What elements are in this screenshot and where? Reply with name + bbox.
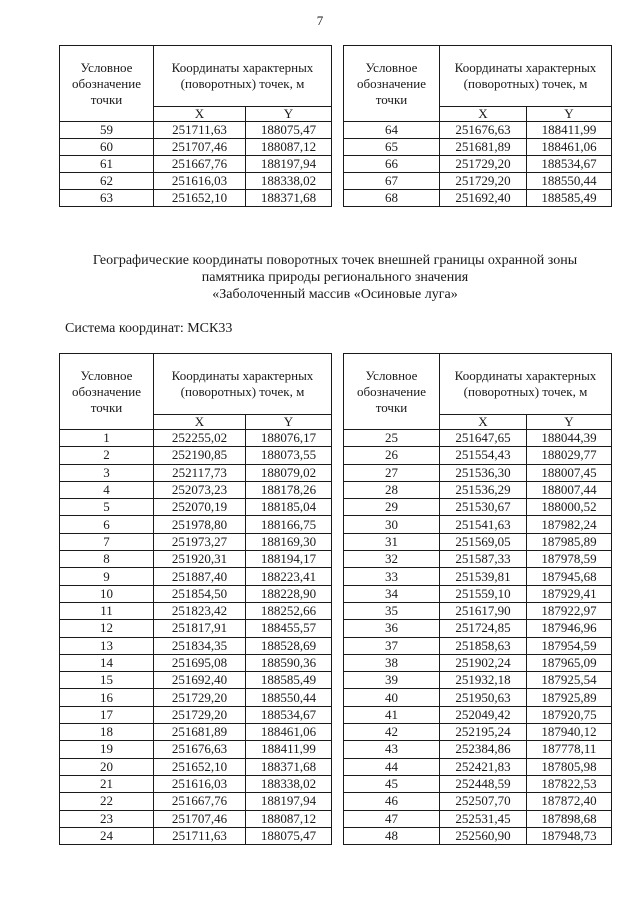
cell-y: 188534,67	[527, 156, 612, 173]
cell-point-id: 3	[60, 464, 154, 481]
table-row	[60, 706, 332, 723]
table-row	[344, 156, 612, 173]
table-row	[344, 620, 612, 637]
cell-point-id: 45	[344, 775, 440, 792]
table-row	[60, 551, 332, 568]
table-row	[60, 724, 332, 741]
cell-y: 188197,94	[246, 793, 332, 810]
header-x: X	[440, 415, 527, 430]
cell-y: 188371,68	[246, 758, 332, 775]
table-row	[344, 464, 612, 481]
cell-point-id: 46	[344, 793, 440, 810]
cell-y: 187925,89	[527, 689, 612, 706]
header-x: X	[154, 415, 246, 430]
table-row	[344, 741, 612, 758]
table-row	[60, 533, 332, 550]
cell-x: 251539,81	[440, 568, 527, 585]
cell-x: 251617,90	[440, 602, 527, 619]
table-row	[60, 173, 332, 190]
cell-point-id: 25	[344, 430, 440, 447]
table-row	[344, 122, 612, 139]
cell-point-id: 60	[60, 139, 154, 156]
cell-x: 251587,33	[440, 551, 527, 568]
table-row	[344, 585, 612, 602]
coordinates-table-top-right	[343, 45, 612, 207]
header-y: Y	[527, 415, 612, 430]
cell-point-id: 41	[344, 706, 440, 723]
cell-x: 252117,73	[154, 464, 246, 481]
cell-x: 251681,89	[154, 724, 246, 741]
cell-x: 251902,24	[440, 654, 527, 671]
cell-y: 187872,40	[527, 793, 612, 810]
table-row	[60, 620, 332, 637]
table-row	[60, 827, 332, 844]
cell-y: 187946,96	[527, 620, 612, 637]
cell-y: 188455,57	[246, 620, 332, 637]
cell-point-id: 16	[60, 689, 154, 706]
table-row	[60, 190, 332, 207]
cell-x: 252448,59	[440, 775, 527, 792]
coordinates-table-bottom-right	[343, 353, 612, 845]
table-row	[344, 706, 612, 723]
table-row	[60, 464, 332, 481]
section-title-line-1: Географические координаты поворотных точек внешней границы охранной зоны	[92, 253, 578, 268]
cell-y: 188228,90	[246, 585, 332, 602]
cell-point-id: 30	[344, 516, 440, 533]
cell-point-id: 59	[60, 122, 154, 139]
table-row	[60, 447, 332, 464]
table-row	[60, 654, 332, 671]
cell-x: 251920,31	[154, 551, 246, 568]
header-point-label: Условное обозначение точки	[344, 354, 440, 430]
header-coords-label: Координаты характерных (поворотных) точек, м	[154, 46, 332, 107]
cell-point-id: 47	[344, 810, 440, 827]
coordinates-table-top-left	[59, 45, 332, 207]
header-coords-label: Координаты характерных (поворотных) точек, м	[440, 46, 612, 107]
cell-y: 188178,26	[246, 481, 332, 498]
table-row	[60, 775, 332, 792]
cell-y: 188411,99	[527, 122, 612, 139]
cell-x: 252560,90	[440, 827, 527, 844]
table-row	[344, 481, 612, 498]
cell-point-id: 1	[60, 430, 154, 447]
table-row	[60, 637, 332, 654]
cell-x: 251647,65	[440, 430, 527, 447]
table-row	[344, 447, 612, 464]
cell-y: 188073,55	[246, 447, 332, 464]
cell-y: 187898,68	[527, 810, 612, 827]
table-row	[344, 793, 612, 810]
cell-y: 188000,52	[527, 499, 612, 516]
cell-x: 251858,63	[440, 637, 527, 654]
cell-point-id: 24	[60, 827, 154, 844]
table-row	[344, 602, 612, 619]
cell-x: 251978,80	[154, 516, 246, 533]
cell-point-id: 15	[60, 672, 154, 689]
cell-point-id: 36	[344, 620, 440, 637]
cell-x: 251887,40	[154, 568, 246, 585]
header-point-label: Условное обозначение точки	[60, 46, 154, 122]
header-coords-label: Координаты характерных (поворотных) точек, м	[154, 354, 332, 415]
cell-y: 188075,47	[246, 827, 332, 844]
cell-y: 188534,67	[246, 706, 332, 723]
cell-point-id: 26	[344, 447, 440, 464]
table-row	[344, 190, 612, 207]
cell-x: 251729,20	[154, 689, 246, 706]
cell-y: 187948,73	[527, 827, 612, 844]
cell-y: 187922,97	[527, 602, 612, 619]
cell-x: 251711,63	[154, 122, 246, 139]
cell-x: 251707,46	[154, 810, 246, 827]
cell-y: 188338,02	[246, 775, 332, 792]
cell-point-id: 6	[60, 516, 154, 533]
cell-y: 187945,68	[527, 568, 612, 585]
cell-x: 251536,30	[440, 464, 527, 481]
cell-point-id: 12	[60, 620, 154, 637]
cell-point-id: 34	[344, 585, 440, 602]
cell-y: 187920,75	[527, 706, 612, 723]
header-x: X	[440, 107, 527, 122]
section-title-line-3: «Заболоченный массив «Осиновые луга»	[212, 287, 458, 302]
table-row	[344, 568, 612, 585]
cell-y: 188076,17	[246, 430, 332, 447]
table-row	[344, 758, 612, 775]
cell-x: 251652,10	[154, 758, 246, 775]
cell-x: 252531,45	[440, 810, 527, 827]
cell-point-id: 42	[344, 724, 440, 741]
cell-x: 251681,89	[440, 139, 527, 156]
cell-y: 188461,06	[527, 139, 612, 156]
cell-y: 188007,44	[527, 481, 612, 498]
table-row	[60, 602, 332, 619]
cell-point-id: 27	[344, 464, 440, 481]
cell-y: 188087,12	[246, 810, 332, 827]
cell-y: 188197,94	[246, 156, 332, 173]
cell-x: 251695,08	[154, 654, 246, 671]
table-row	[60, 741, 332, 758]
cell-point-id: 64	[344, 122, 440, 139]
table-row	[344, 499, 612, 516]
table-row	[60, 430, 332, 447]
cell-point-id: 65	[344, 139, 440, 156]
page-number: 7	[316, 13, 324, 28]
cell-y: 187822,53	[527, 775, 612, 792]
cell-x: 251729,20	[440, 173, 527, 190]
table-row	[344, 810, 612, 827]
cell-point-id: 67	[344, 173, 440, 190]
cell-y: 188029,77	[527, 447, 612, 464]
table-row	[344, 139, 612, 156]
cell-y: 187954,59	[527, 637, 612, 654]
cell-x: 251676,63	[154, 741, 246, 758]
cell-y: 188166,75	[246, 516, 332, 533]
cell-y: 188585,49	[246, 672, 332, 689]
table-row	[344, 775, 612, 792]
cell-y: 188087,12	[246, 139, 332, 156]
table-row	[60, 758, 332, 775]
cell-x: 251541,63	[440, 516, 527, 533]
section-title	[50, 252, 620, 303]
table-row	[60, 793, 332, 810]
cell-y: 187965,09	[527, 654, 612, 671]
cell-y: 188075,47	[246, 122, 332, 139]
coordinates-table-bottom-left	[59, 353, 332, 845]
cell-x: 251616,03	[154, 775, 246, 792]
cell-x: 251692,40	[154, 672, 246, 689]
cell-point-id: 44	[344, 758, 440, 775]
cell-y: 188185,04	[246, 499, 332, 516]
cell-y: 188461,06	[246, 724, 332, 741]
cell-x: 251817,91	[154, 620, 246, 637]
header-x: X	[154, 107, 246, 122]
cell-y: 187982,24	[527, 516, 612, 533]
cell-x: 251652,10	[154, 190, 246, 207]
cell-point-id: 35	[344, 602, 440, 619]
cell-x: 251616,03	[154, 173, 246, 190]
cell-point-id: 9	[60, 568, 154, 585]
header-y: Y	[527, 107, 612, 122]
cell-point-id: 31	[344, 533, 440, 550]
cell-x: 251667,76	[154, 156, 246, 173]
table-row	[60, 122, 332, 139]
cell-point-id: 5	[60, 499, 154, 516]
cell-y: 188585,49	[527, 190, 612, 207]
cell-y: 187940,12	[527, 724, 612, 741]
cell-point-id: 68	[344, 190, 440, 207]
cell-y: 188223,41	[246, 568, 332, 585]
table-row	[344, 533, 612, 550]
cell-x: 252255,02	[154, 430, 246, 447]
cell-x: 251729,20	[440, 156, 527, 173]
header-coords-label: Координаты характерных (поворотных) точек, м	[440, 354, 612, 415]
header-y: Y	[246, 107, 332, 122]
cell-point-id: 23	[60, 810, 154, 827]
cell-point-id: 29	[344, 499, 440, 516]
cell-point-id: 63	[60, 190, 154, 207]
table-row	[344, 654, 612, 671]
cell-x: 252049,42	[440, 706, 527, 723]
table-row	[60, 810, 332, 827]
cell-point-id: 28	[344, 481, 440, 498]
cell-point-id: 38	[344, 654, 440, 671]
table-row	[60, 481, 332, 498]
cell-point-id: 61	[60, 156, 154, 173]
cell-x: 251724,85	[440, 620, 527, 637]
table-row	[344, 827, 612, 844]
cell-x: 251676,63	[440, 122, 527, 139]
cell-point-id: 48	[344, 827, 440, 844]
cell-x: 251707,46	[154, 139, 246, 156]
section-title-line-2: памятника природы регионального значения	[201, 270, 469, 285]
cell-point-id: 10	[60, 585, 154, 602]
cell-x: 251711,63	[154, 827, 246, 844]
cell-x: 251950,63	[440, 689, 527, 706]
cell-x: 251569,05	[440, 533, 527, 550]
cell-y: 188590,36	[246, 654, 332, 671]
cell-x: 251854,50	[154, 585, 246, 602]
table-row	[344, 551, 612, 568]
cell-point-id: 18	[60, 724, 154, 741]
cell-x: 252195,24	[440, 724, 527, 741]
table-row	[344, 430, 612, 447]
cell-y: 187978,59	[527, 551, 612, 568]
table-row	[344, 637, 612, 654]
cell-y: 187925,54	[527, 672, 612, 689]
cell-y: 188079,02	[246, 464, 332, 481]
cell-x: 251692,40	[440, 190, 527, 207]
cell-y: 188528,69	[246, 637, 332, 654]
cell-point-id: 13	[60, 637, 154, 654]
cell-point-id: 17	[60, 706, 154, 723]
table-row	[60, 499, 332, 516]
table-row	[344, 724, 612, 741]
cell-point-id: 11	[60, 602, 154, 619]
table-row	[344, 516, 612, 533]
coordinate-system-label: Система координат: МСК33	[65, 321, 233, 336]
cell-point-id: 4	[60, 481, 154, 498]
cell-point-id: 43	[344, 741, 440, 758]
cell-x: 251834,35	[154, 637, 246, 654]
cell-point-id: 33	[344, 568, 440, 585]
cell-y: 188411,99	[246, 741, 332, 758]
header-point-label: Условное обозначение точки	[60, 354, 154, 430]
cell-point-id: 39	[344, 672, 440, 689]
cell-point-id: 14	[60, 654, 154, 671]
table-row	[60, 689, 332, 706]
cell-x: 251729,20	[154, 706, 246, 723]
table-row	[344, 672, 612, 689]
table-row	[60, 672, 332, 689]
cell-point-id: 32	[344, 551, 440, 568]
table-row	[60, 568, 332, 585]
cell-point-id: 62	[60, 173, 154, 190]
cell-x: 251667,76	[154, 793, 246, 810]
cell-x: 252070,19	[154, 499, 246, 516]
cell-x: 251932,18	[440, 672, 527, 689]
table-row	[60, 516, 332, 533]
cell-point-id: 8	[60, 551, 154, 568]
cell-point-id: 19	[60, 741, 154, 758]
cell-point-id: 21	[60, 775, 154, 792]
table-row	[344, 173, 612, 190]
cell-x: 252384,86	[440, 741, 527, 758]
header-y: Y	[246, 415, 332, 430]
cell-y: 188550,44	[246, 689, 332, 706]
cell-y: 188338,02	[246, 173, 332, 190]
cell-y: 188194,17	[246, 551, 332, 568]
cell-y: 188550,44	[527, 173, 612, 190]
table-row	[60, 139, 332, 156]
cell-point-id: 37	[344, 637, 440, 654]
header-point-label: Условное обозначение точки	[344, 46, 440, 122]
cell-y: 188252,66	[246, 602, 332, 619]
cell-y: 187985,89	[527, 533, 612, 550]
cell-x: 252507,70	[440, 793, 527, 810]
cell-x: 251530,67	[440, 499, 527, 516]
cell-y: 187929,41	[527, 585, 612, 602]
cell-point-id: 2	[60, 447, 154, 464]
cell-x: 251536,29	[440, 481, 527, 498]
cell-point-id: 66	[344, 156, 440, 173]
table-row	[344, 689, 612, 706]
cell-x: 252190,85	[154, 447, 246, 464]
cell-y: 188044,39	[527, 430, 612, 447]
table-row	[60, 156, 332, 173]
cell-y: 187805,98	[527, 758, 612, 775]
cell-point-id: 20	[60, 758, 154, 775]
cell-x: 252421,83	[440, 758, 527, 775]
cell-x: 252073,23	[154, 481, 246, 498]
cell-point-id: 22	[60, 793, 154, 810]
cell-x: 251559,10	[440, 585, 527, 602]
cell-y: 187778,11	[527, 741, 612, 758]
cell-x: 251823,42	[154, 602, 246, 619]
cell-y: 188169,30	[246, 533, 332, 550]
cell-y: 188007,45	[527, 464, 612, 481]
cell-x: 251973,27	[154, 533, 246, 550]
cell-x: 251554,43	[440, 447, 527, 464]
cell-point-id: 40	[344, 689, 440, 706]
cell-point-id: 7	[60, 533, 154, 550]
cell-y: 188371,68	[246, 190, 332, 207]
table-row	[60, 585, 332, 602]
